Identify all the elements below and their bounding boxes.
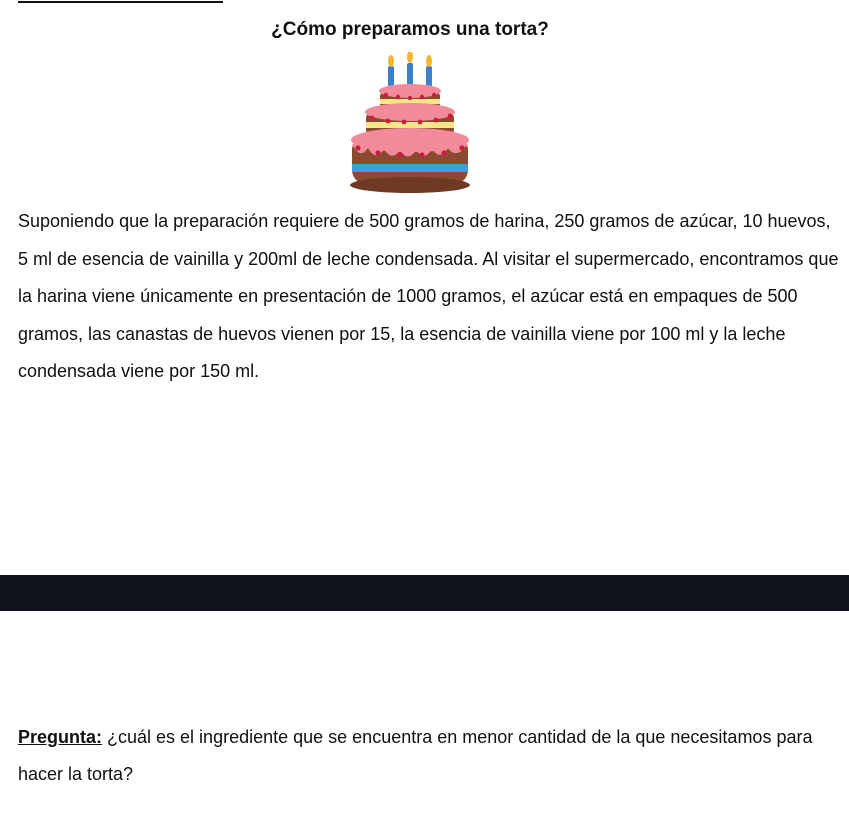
question [18, 719, 838, 793]
cropped-heading-fragment [18, 0, 223, 5]
birthday-cake-icon [340, 52, 480, 197]
question-label: Pregunta: [18, 727, 103, 747]
problem-statement: Suponiendo que la preparación requiere de 500 gramos de harina, 250 gramos de azúcar, 10 huevos, 5 ml de esencia de vainilla y 200ml de leche condensada. Al visitar el supermercado, encontramos que la harina viene únicamente en presentación de 1000 gramos, el azúcar está en empaques de 500 gramos, las canastas de huevos vienen por 15, la esencia de vainilla viene por 100 ml y la leche condensada viene por 150 ml. [18, 211, 839, 381]
dark-separator-band [0, 575, 849, 611]
document-title: ¿Cómo preparamos una torta? [271, 19, 549, 40]
question-text: ¿cuál es el ingrediente que se encuentra en menor cantidad de la que necesitamos para hacer la torta? [18, 727, 813, 784]
